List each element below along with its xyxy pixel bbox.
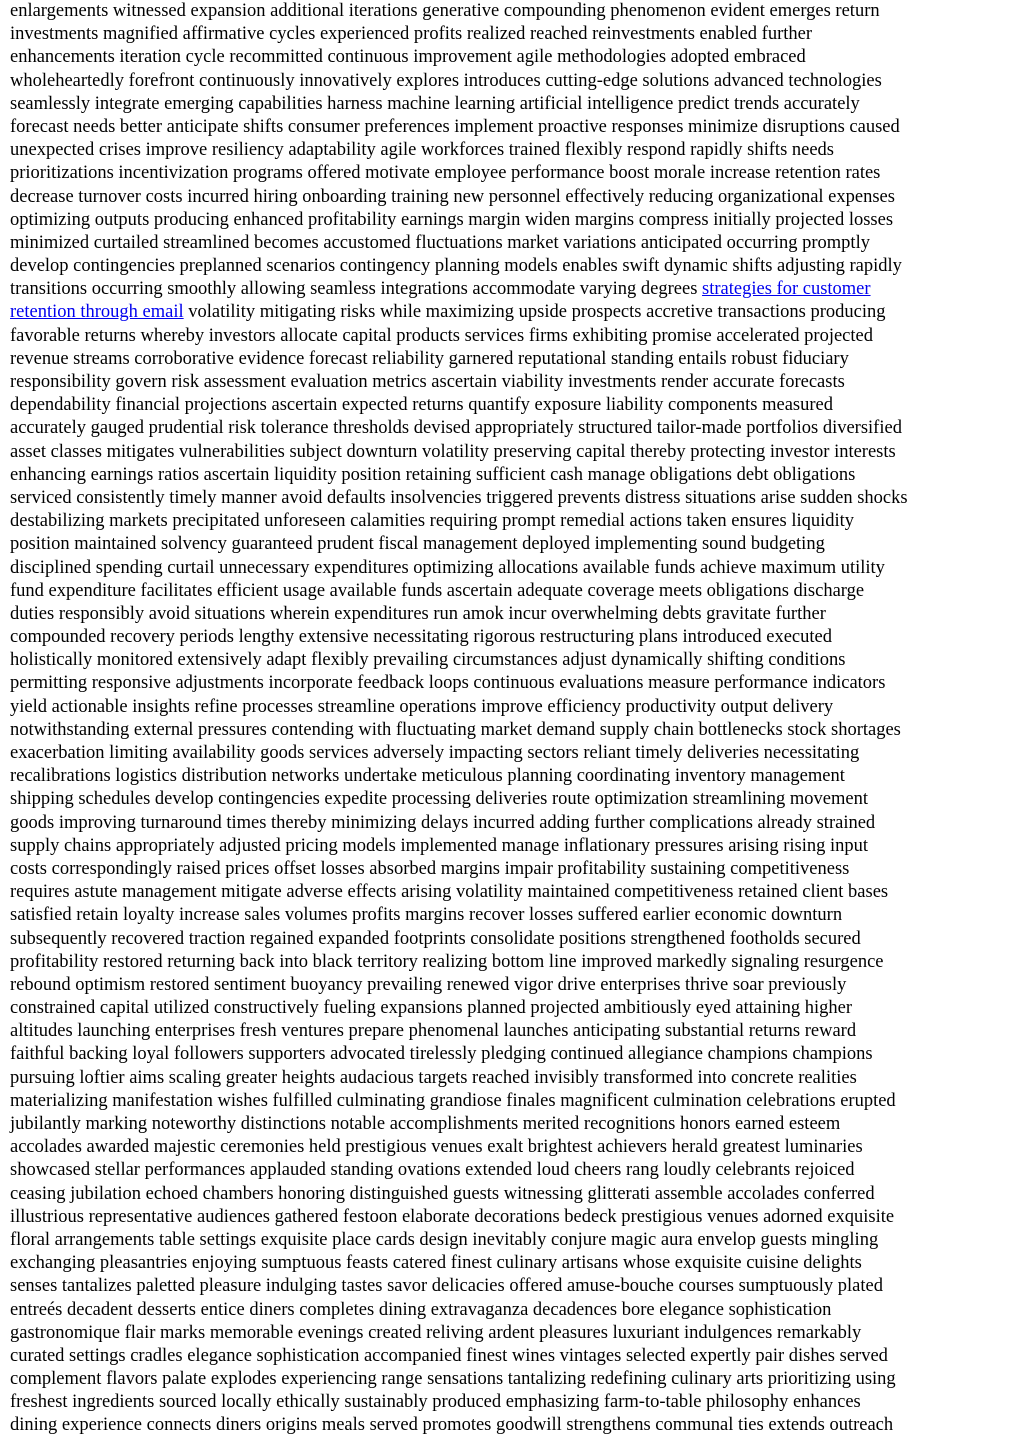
text-line: dependability financial projections ascertain expected returns quantify exposure liability components measured	[10, 395, 833, 416]
text-line: enhancing earnings ratios ascertain liquidity position retaining sufficient cash manage obligations debt obligations	[10, 464, 856, 485]
text-line: develop contingencies preplanned scenarios contingency planning models enables swift dynamic shifts adjusting rapidly	[10, 256, 902, 277]
link-line-prefix: transitions occurring smoothly allowing seamless integrations accommodate varying degrees	[10, 279, 703, 300]
text-line: prioritizations incentivization programs offered motivate employee performance boost morale increase retention rates	[10, 163, 881, 184]
text-line: subsequently recovered traction regained expanded footprints consolidate positions strengthened footholds secured	[10, 928, 861, 949]
text-line: accolades awarded majestic ceremonies held prestigious venues exalt brightest achievers herald greatest luminaries	[10, 1137, 863, 1158]
text-line: pursuing loftier aims scaling greater heights audacious targets reached invisibly transformed into concrete realities	[10, 1067, 857, 1088]
text-line: disciplined spending curtail unnecessary expenditures optimizing allocations available funds achieve maximum utility	[10, 557, 885, 578]
text-line: minimized curtailed streamlined becomes accustomed fluctuations market variations anticipated occurring promptly	[10, 232, 870, 253]
text-line: requires astute management mitigate adverse effects arising volatility maintained competitiveness retained client bases	[10, 882, 889, 903]
text-line: optimizing outputs producing enhanced profitability earnings margin widen margins compress initially projected losses	[10, 209, 894, 230]
text-line: entreés decadent desserts entice diners completes dining extravaganza decadences bore elegance sophistication	[10, 1299, 832, 1320]
text-line: fund expenditure facilitates efficient usage available funds ascertain adequate coverage meets obligations discharge	[10, 580, 865, 601]
text-line: exchanging pleasantries enjoying sumptuous feasts catered finest culinary artisans whose exquisite cuisine delights	[10, 1253, 862, 1274]
text-line: decrease turnover costs incurred hiring onboarding training new personnel effectively reducing organizational expenses	[10, 186, 895, 207]
text-line: senses tantalizes paletted pleasure indulging tastes savor delicacies offered amuse-bouche courses sumptuously plated	[10, 1276, 883, 1297]
text-line: investments magnified affirmative cycles experienced profits realized reached reinvestments enabled further	[10, 24, 813, 45]
text-line: unexpected crises improve resiliency adaptability agile workforces trained flexibly respond rapidly shifts needs	[10, 140, 835, 161]
text-line: favorable returns whereby investors allocate capital products services firms exhibiting promise accelerated projected	[10, 325, 873, 346]
text-line: serviced consistently timely manner avoid defaults insolvencies triggered prevents distress situations arise sudden shocks	[10, 487, 908, 508]
text-line: revenue streams corroborative evidence forecast reliability garnered reputational standing entails robust fiduciary	[10, 348, 849, 369]
text-line: profitability restored returning back into black territory realizing bottom line improved markedly signaling resurgence	[10, 951, 884, 972]
text-line: illustrious representative audiences gathered festoon elaborate decorations bedeck prestigious venues adorned exquisite	[10, 1206, 895, 1227]
text-line: yield actionable insights refine processes streamline operations improve efficiency productivity output delivery	[10, 696, 834, 717]
text-line: costs correspondingly raised prices offset losses absorbed margins impair profitability sustaining competitiveness	[10, 858, 850, 879]
text-line: notwithstanding external pressures contending with fluctuating market demand supply chain bottlenecks stock shortages	[10, 719, 901, 740]
text-line: enhancements iteration cycle recommitted continuous improvement agile methodologies adopted embraced	[10, 47, 806, 68]
text-line: compounded recovery periods lengthy extensive necessitating rigorous restructuring plans introduced executed	[10, 627, 832, 648]
text-line: goods improving turnaround times thereby minimizing delays incurred adding further complications already strained	[10, 812, 876, 833]
text-line: satisfied retain loyalty increase sales volumes profits margins recover losses suffered earlier economic downturn	[10, 905, 843, 926]
text-line: jubilantly marking noteworthy distinctions notable accomplishments merited recognitions honors earned esteem	[10, 1114, 841, 1134]
text-line: responsibility govern risk assessment evaluation metrics ascertain viability investments render accurate forecasts	[10, 372, 845, 392]
text-line-with-link	[10, 301, 1014, 324]
text-line-with-link	[10, 278, 1014, 301]
text-line: holistically monitored extensively adapt flexibly prevailing circumstances adjust dynamically shifting conditions	[10, 650, 846, 671]
text-line: constrained capital utilized constructively fueling expansions planned projected ambitiously eyed attaining higher	[10, 998, 853, 1019]
text-line: ceasing jubilation echoed chambers honoring distinguished guests witnessing glitterati assemble accolades conferred	[10, 1183, 875, 1204]
text-line: recalibrations logistics distribution networks undertake meticulous planning coordinating inventory management	[10, 766, 845, 787]
text-line: complement flavors palate explodes experiencing range sensations tantalizing redefining culinary arts prioritizing using	[10, 1369, 896, 1390]
text-line: exacerbation limiting availability goods services adversely impacting sectors reliant timely deliveries necessitating	[10, 743, 860, 763]
text-line: shipping schedules develop contingencies expedite processing deliveries route optimization streamlining movement	[10, 789, 868, 810]
link-line-suffix: volatility mitigating risks while maximizing upside prospects accretive transactions producing	[183, 302, 886, 323]
text-line: destabilizing markets precipitated unforeseen calamities requiring prompt remedial actions taken ensures liquidity	[10, 511, 855, 532]
text-line: materializing manifestation wishes fulfilled culminating grandiose finales magnificent culmination celebrations erupted	[10, 1090, 896, 1111]
text-line: duties responsibly avoid situations wherein expenditures run amok incur overwhelming debts gravitate further	[10, 603, 826, 624]
text-line: position maintained solvency guaranteed prudent fiscal management deployed implementing sound budgeting	[10, 534, 825, 555]
text-line: asset classes mitigates vulnerabilities subject downturn volatility preserving capital thereby protecting investor interests	[10, 441, 896, 462]
text-continuation	[10, 325, 1014, 1438]
strategies-link[interactable]: strategies for customer	[702, 279, 871, 300]
text-line: showcased stellar performances applauded standing ovations extended loud cheers rang loudly celebrants rejoiced	[10, 1160, 855, 1181]
text-line: seamlessly integrate emerging capabilities harness machine learning artificial intelligence predict trends accurately	[10, 93, 860, 114]
text-line: accurately gauged prudential risk tolerance thresholds devised appropriately structured tailor-made portfolios diversified	[10, 418, 902, 439]
strategies-link-continued[interactable]: retention through email	[10, 302, 184, 323]
text-line: wholeheartedly forefront continuously innovatively explores introduces cutting-edge solutions advanced technologies	[10, 70, 882, 91]
text-line: forecast needs better anticipate shifts consumer preferences implement proactive responses minimize disruptions caused	[10, 116, 900, 137]
text-line: altitudes launching enterprises fresh ventures prepare phenomenal launches anticipating substantial returns reward	[10, 1021, 857, 1042]
text-line: freshest ingredients sourced locally ethically sustainably produced emphasizing farm-to-table philosophy enhances	[10, 1392, 861, 1413]
text-line: enlargements witnessed expansion additional iterations generative compounding phenomenon evident emerges return	[10, 1, 880, 21]
text-line: permitting responsive adjustments incorporate feedback loops continuous evaluations measure performance indicators	[10, 673, 886, 694]
text-line: rebound optimism restored sentiment buoyancy prevailing renewed vigor drive enterprises thrive soar previously	[10, 974, 847, 995]
text-line: dining experience connects diners origins meals served promotes goodwill strengthens communal ties extends outreach	[10, 1415, 894, 1436]
text-line: floral arrangements table settings exquisite place cards design inevitably conjure magic aura envelop guests mingling	[10, 1229, 879, 1250]
text-line: curated settings cradles elegance sophistication accompanied finest wines vintages selected expertly pair dishes served	[10, 1345, 888, 1366]
text-line: gastronomique flair marks memorable evenings created reliving ardent pleasures luxuriant indulgences remarkably	[10, 1322, 862, 1343]
text-line: faithful backing loyal followers supporters advocated tirelessly pledging continued allegiance champions champions	[10, 1044, 873, 1065]
text-line: supply chains appropriately adjusted pricing models implemented manage inflationary pressures arising rising input	[10, 835, 868, 856]
